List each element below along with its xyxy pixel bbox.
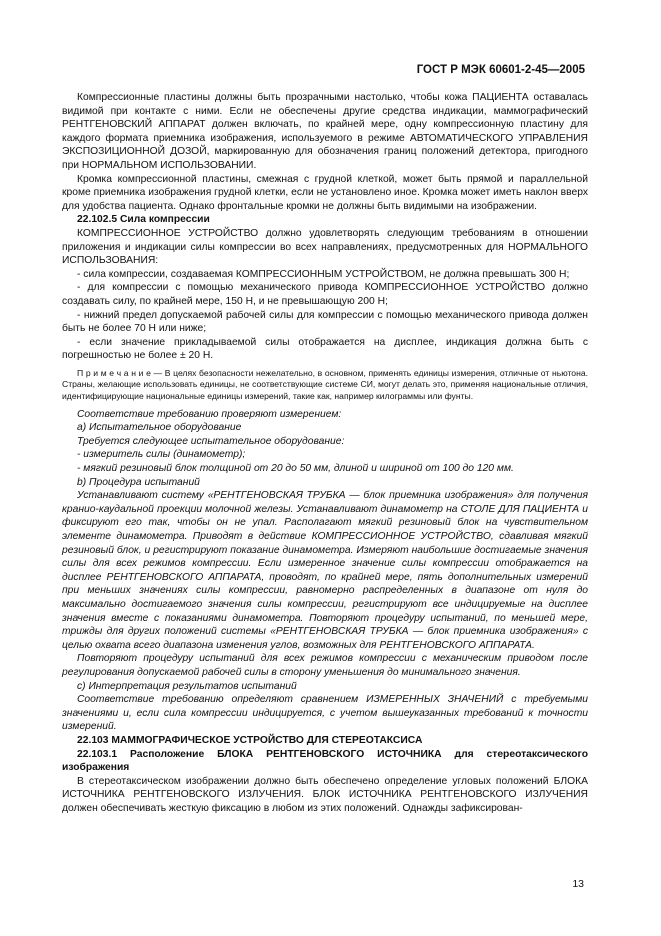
- subheading: b) Процедура испытаний: [77, 476, 200, 488]
- list-item: - измеритель силы (динамометр);: [77, 449, 246, 461]
- paragraph: Устанавливают систему «РЕНТГЕНОВСКАЯ ТРУБКА — блок приемника изображения» для получения кранио-каудальной проекции молочной железы. Устанавливают динамометр на СТОЛЕ ДЛЯ ПАЦИЕНТА и фиксируют его так, чтобы он не упал. Располагают мягкий резиновый блок на чувствительном элементе динамометра. Приводят в действие КОМПРЕССИОННОЕ УСТРОЙСТВО, сдавливая мягкий резиновый блок, и регистрируют показание динамометра. Измеряют наибольшие достигаемые значения силы для всех режимов компрессии. Если измеренное значение силы компрессии отображается на дисплее РЕНТГЕНОВСКОГО АППАРАТА, проводят, по крайней мере, пять дополнительных измерений при меньших значениях силы компрессии, равномерно распределенных в диапазоне от нуля до максимально достигаемого значения силы компрессии, регистрируют все индицируемые на дисплее значения вместе с показаниями динамометра. Повторяют процедуру испытаний, по меньшей мере, трижды для других положений системы «РЕНТГЕНОВСКАЯ ТРУБКА — блок приемника изображения» с целью охвата всего диапазона изменения углов, возможных для РЕНТГЕНОВСКОГО АППАРАТА.: [62, 490, 588, 651]
- note-paragraph: П р и м е ч а н и е — В целях безопасности нежелательно, в основном, применять единицы измерения, отличные от ньютона. Страны, желающие использовать единицы, не соответствующие системе СИ, могут делать это, применяя национальные отличия, идентифицирующие национальные единицы измерений, такие как, например килограммы или фунты.: [62, 367, 588, 402]
- list-item: - сила компрессии, создаваемая КОМПРЕССИОННЫМ УСТРОЙСТВОМ, не должна превышать 300 Н;: [77, 268, 570, 280]
- list-item: - если значение прикладываемой силы отображается на дисплее, индикация должна быть с погрешностью не более ± 20 Н.: [62, 336, 588, 362]
- subheading: c) Интерпретация результатов испытаний: [77, 680, 297, 692]
- paragraph: Компрессионные пластины должны быть прозрачными настолько, чтобы кожа ПАЦИЕНТА оставалась видимой при контакте с ними. Если не обеспечены другие средства индикации, маммографический РЕНТГЕНОВСКИЙ АППАРАТ должен включать, по крайней мере, одну компрессионную пластину для каждого формата приемника изображения, используемого в режиме АВТОМАТИЧЕСКОГО УПРАВЛЕНИЯ ЭКСПОЗИЦИОННОЙ ДОЗОЙ, маркированную для обозначения границ положений детектора, пригодного при НОРМАЛЬНОМ ИСПОЛЬЗОВАНИИ.: [62, 92, 588, 171]
- paragraph: Повторяют процедуру испытаний для всех режимов компрессии с механическим приводом после регулирования допускаемой рабочей силы в сторону уменьшения до минимального значения.: [62, 653, 588, 678]
- paragraph: В стереотаксическом изображении должно быть обеспечено определение угловых положений БЛОКА ИСТОЧНИКА РЕНТГЕНОВСКОГО ИЗЛУЧЕНИЯ. БЛОК ИСТОЧНИКА РЕНТГЕНОВСКОГО ИЗЛУЧЕНИЯ должен обеспечивать жесткую фиксацию в любом из этих положений. Однажды зафиксирован-: [62, 775, 588, 814]
- section-heading: 22.102.5 Сила компрессии: [77, 214, 210, 226]
- paragraph: Соответствие требованию определяют сравнением ИЗМЕРЕННЫХ ЗНАЧЕНИЙ с требуемыми значениями и, если сила компрессии индицируется, с учетом вышеуказанных требований к точности измерений.: [62, 694, 588, 733]
- paragraph: Кромка компрессионной пластины, смежная с грудной клеткой, может быть прямой и параллельной кроме приемника изображения грудной клетки, если не установлено иное. Кромка может иметь наклон вверх для удобства пациента. Однако фронтальные кромки не должны быть видимыми на изображении.: [62, 173, 588, 212]
- list-item: - мягкий резиновый блок толщиной от 20 до 50 мм, длиной и шириной от 100 до 120 мм.: [77, 463, 514, 475]
- paragraph: Требуется следующее испытательное оборудование:: [77, 435, 345, 447]
- document-body: [62, 91, 588, 815]
- page-number: 13: [572, 878, 584, 890]
- list-item: - для компрессии с помощью механического привода КОМПРЕССИОННОЕ УСТРОЙСТВО должно создавать силу, по крайней мере, 150 Н, и не превышающую 200 Н;: [62, 282, 588, 307]
- subheading: a) Испытательное оборудование: [77, 422, 242, 434]
- section-heading: 22.103.1 Расположение БЛОКА РЕНТГЕНОВСКОГО ИСТОЧНИКА для стереотаксического изображения: [62, 748, 588, 774]
- paragraph: КОМПРЕССИОННОЕ УСТРОЙСТВО должно удовлетворять следующим требованиям в отношении приложения и индикации силы компрессии во всех направлениях, предусмотренных для НОРМАЛЬНОГО ИСПОЛЬЗОВАНИЯ:: [62, 227, 588, 267]
- section-heading: 22.103 МАММОГРАФИЧЕСКОЕ УСТРОЙСТВО ДЛЯ СТЕРЕОТАКСИСА: [77, 734, 423, 746]
- paragraph: Соответствие требованию проверяют измерением:: [77, 408, 342, 420]
- document-header: ГОСТ Р МЭК 60601-2-45—2005: [416, 64, 585, 76]
- list-item: - нижний предел допускаемой рабочей силы для компрессии с помощью механического привода должен быть не более 70 Н или ниже;: [62, 309, 588, 335]
